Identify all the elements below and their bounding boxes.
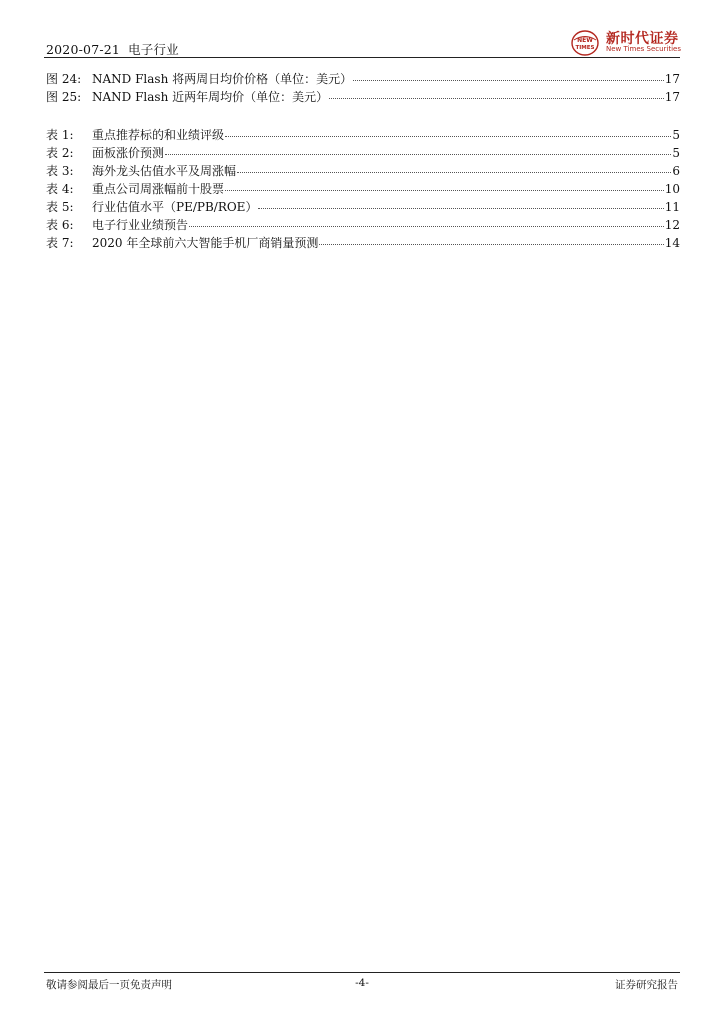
toc-entry-title: 2020 年全球前六大智能手机厂商销量预测 xyxy=(92,236,319,250)
toc-figure-entry[interactable] xyxy=(46,70,680,88)
toc-entry-page: 14 xyxy=(664,236,680,250)
toc-entry-page: 12 xyxy=(664,218,680,232)
new-times-logo-icon xyxy=(570,29,600,57)
toc-leader-dots xyxy=(258,208,663,209)
toc-entry-page: 10 xyxy=(664,182,680,196)
toc-entry-number: 表 1: xyxy=(46,128,74,142)
toc-entry-page: 11 xyxy=(664,200,680,214)
toc-leader-dots xyxy=(353,80,664,81)
toc-leader-dots xyxy=(225,190,664,191)
toc-leader-dots xyxy=(329,98,664,99)
toc-leader-dots xyxy=(189,226,664,227)
toc-table-entry[interactable] xyxy=(46,180,680,198)
toc-entry-page: 5 xyxy=(672,128,680,142)
toc-entry-number: 表 7: xyxy=(46,236,74,250)
toc-entry-page: 5 xyxy=(672,146,680,160)
toc-entry-number: 图 24: xyxy=(46,72,82,86)
toc-entry-number: 表 4: xyxy=(46,182,74,196)
logo-english-name: New Times Securities xyxy=(606,45,681,53)
toc-entry-title: 海外龙头估值水平及周涨幅 xyxy=(92,164,237,178)
report-header xyxy=(46,40,179,58)
toc-leader-dots xyxy=(165,154,671,155)
toc-figure-entry[interactable] xyxy=(46,88,680,106)
toc-entry-title: 重点推荐标的和业绩评级 xyxy=(92,128,225,142)
toc-entry-page: 6 xyxy=(672,164,680,178)
toc-entry-title: NAND Flash 将两周日均价价格（单位：美元） xyxy=(92,72,353,86)
svg-text:TIMES: TIMES xyxy=(575,45,595,51)
toc-table-entry[interactable] xyxy=(46,126,680,144)
logo-chinese-name: 新时代证券 xyxy=(606,31,679,47)
header-divider xyxy=(44,57,680,58)
toc-entry-title: 电子行业业绩预告 xyxy=(92,218,189,232)
toc-table-entry[interactable] xyxy=(46,216,680,234)
toc-entry-title: NAND Flash 近两年周均价（单位：美元） xyxy=(92,90,329,104)
toc-table-entry[interactable] xyxy=(46,234,680,252)
svg-text:NEW: NEW xyxy=(577,37,593,44)
page-footer xyxy=(46,977,678,993)
toc-table-entry[interactable] xyxy=(46,162,680,180)
toc-entry-number: 表 2: xyxy=(46,146,74,160)
footer-disclaimer: 敬请参阅最后一页免责声明 xyxy=(46,979,172,991)
toc-entry-number: 表 6: xyxy=(46,218,74,232)
industry-name: 电子行业 xyxy=(128,42,179,57)
toc-leader-dots xyxy=(237,172,671,173)
toc-leader-dots xyxy=(225,136,671,137)
toc-entry-number: 图 25: xyxy=(46,90,82,104)
toc-entry-number: 表 3: xyxy=(46,164,74,178)
toc-entry-page: 17 xyxy=(664,90,680,104)
company-logo xyxy=(570,27,680,59)
report-date: 2020-07-21 xyxy=(46,42,121,57)
toc-entry-title: 重点公司周涨幅前十股票 xyxy=(92,182,225,196)
toc-table-entry[interactable] xyxy=(46,144,680,162)
toc-entry-title: 面板涨价预测 xyxy=(92,146,165,160)
toc-entry-number: 表 5: xyxy=(46,200,74,214)
toc-entry-page: 17 xyxy=(664,72,680,86)
toc-entry-title: 行业估值水平（PE/PB/ROE） xyxy=(92,200,258,214)
toc-table-entry[interactable] xyxy=(46,198,680,216)
toc-leader-dots xyxy=(319,244,663,245)
footer-divider xyxy=(44,972,680,973)
footer-report-type: 证券研究报告 xyxy=(615,979,678,991)
footer-page-number: -4- xyxy=(355,977,369,989)
